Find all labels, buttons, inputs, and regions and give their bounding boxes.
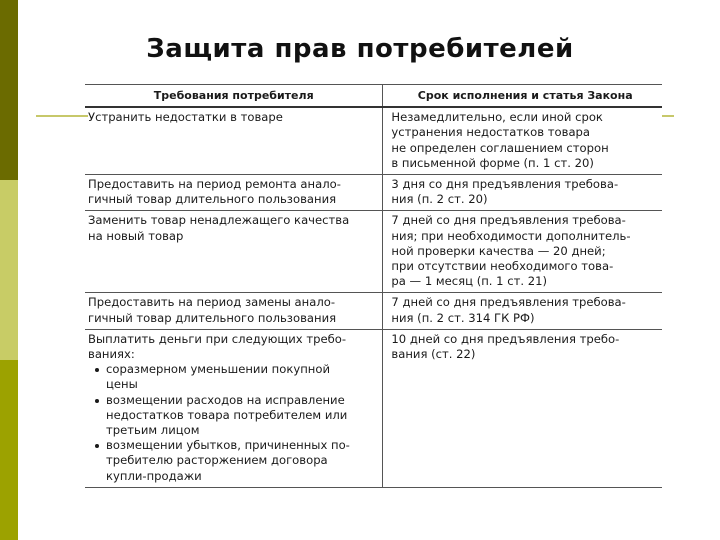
term-line: 10 дней со дня предъявления требо-: [391, 331, 620, 346]
term-line: при отсутствии необходимого това-: [391, 259, 614, 274]
requirement-line: Заменить товар ненадлежащего качества: [88, 213, 350, 228]
bullet-line: недостатков товара потребителем или: [106, 407, 348, 422]
requirement-line: гичный товар длительного пользования: [88, 310, 337, 325]
list-item: [88, 362, 379, 392]
term-line: ной проверки качества — 20 дней;: [391, 243, 606, 258]
table-header-row: [85, 85, 662, 108]
term-cell: [383, 175, 662, 211]
header-term: Срок исполнения и статья Закона: [383, 85, 662, 108]
table-row: [85, 329, 662, 487]
term-line: 3 дня со дня предъявления требова-: [391, 177, 619, 192]
requirement-line: гичный товар длительного пользования: [88, 192, 337, 207]
requirement-line: Предоставить на период замены анало-: [88, 295, 336, 310]
term-cell: [383, 293, 662, 329]
term-line: 7 дней со дня предъявления требова-: [391, 213, 626, 228]
requirement-line: Выплатить деньги при следующих требо-: [88, 331, 347, 346]
term-line: Незамедлительно, если иной срок: [391, 110, 603, 125]
term-cell: [383, 329, 662, 487]
requirement-cell: [85, 175, 383, 211]
requirement-line: Предоставить на период ремонта анало-: [88, 177, 341, 192]
term-line: в письменной форме (п. 1 ст. 20): [391, 155, 594, 170]
bullet-icon: [95, 368, 99, 372]
header-requirement: Требования потребителя: [85, 85, 383, 108]
table-row: [85, 175, 662, 211]
requirement-line: Устранить недостатки в товаре: [88, 110, 283, 125]
rights-table: [85, 84, 662, 488]
table-row: [85, 293, 662, 329]
sidebar-segment-mid: [0, 360, 18, 540]
payment-conditions-list: [88, 362, 379, 484]
bullet-icon: [95, 399, 99, 403]
table-row: [85, 107, 662, 174]
requirement-cell: [85, 107, 383, 174]
term-cell: [383, 211, 662, 293]
requirement-line: ваниях:: [88, 347, 135, 362]
rights-table-container: [85, 84, 662, 488]
bullet-line: возмещении расходов на исправление: [106, 392, 345, 407]
term-cell: [383, 107, 662, 174]
bullet-icon: [95, 444, 99, 448]
requirement-cell: [85, 293, 383, 329]
term-line: ния (п. 2 ст. 314 ГК РФ): [391, 310, 535, 325]
bullet-line: третьим лицом: [106, 423, 200, 438]
term-line: ния; при необходимости дополнитель-: [391, 228, 631, 243]
list-item: [88, 438, 379, 484]
accent-line-left: [36, 115, 88, 117]
table-row: [85, 211, 662, 293]
requirement-cell: [85, 211, 383, 293]
requirement-cell: [85, 329, 383, 487]
term-line: устранения недостатков товара: [391, 125, 591, 140]
bullet-line: соразмерном уменьшении покупной: [106, 362, 330, 377]
bullet-line: купли-продажи: [106, 468, 202, 483]
term-line: 7 дней со дня предъявления требова-: [391, 295, 626, 310]
list-item: [88, 393, 379, 439]
bullet-line: цены: [106, 377, 138, 392]
sidebar-segment-light: [0, 180, 18, 360]
term-line: вания (ст. 22): [391, 347, 476, 362]
bullet-line: требителю расторжением договора: [106, 453, 328, 468]
term-line: ния (п. 2 ст. 20): [391, 192, 488, 207]
term-line: ра — 1 месяц (п. 1 ст. 21): [391, 274, 548, 289]
bullet-line: возмещении убытков, причиненных по-: [106, 438, 350, 453]
sidebar-stripe: [0, 0, 18, 540]
requirement-line: на новый товар: [88, 228, 184, 243]
accent-line-right: [662, 115, 674, 117]
sidebar-segment-dark: [0, 0, 18, 180]
term-line: не определен соглашением сторон: [391, 140, 609, 155]
slide-title: Защита прав потребителей: [146, 34, 574, 64]
